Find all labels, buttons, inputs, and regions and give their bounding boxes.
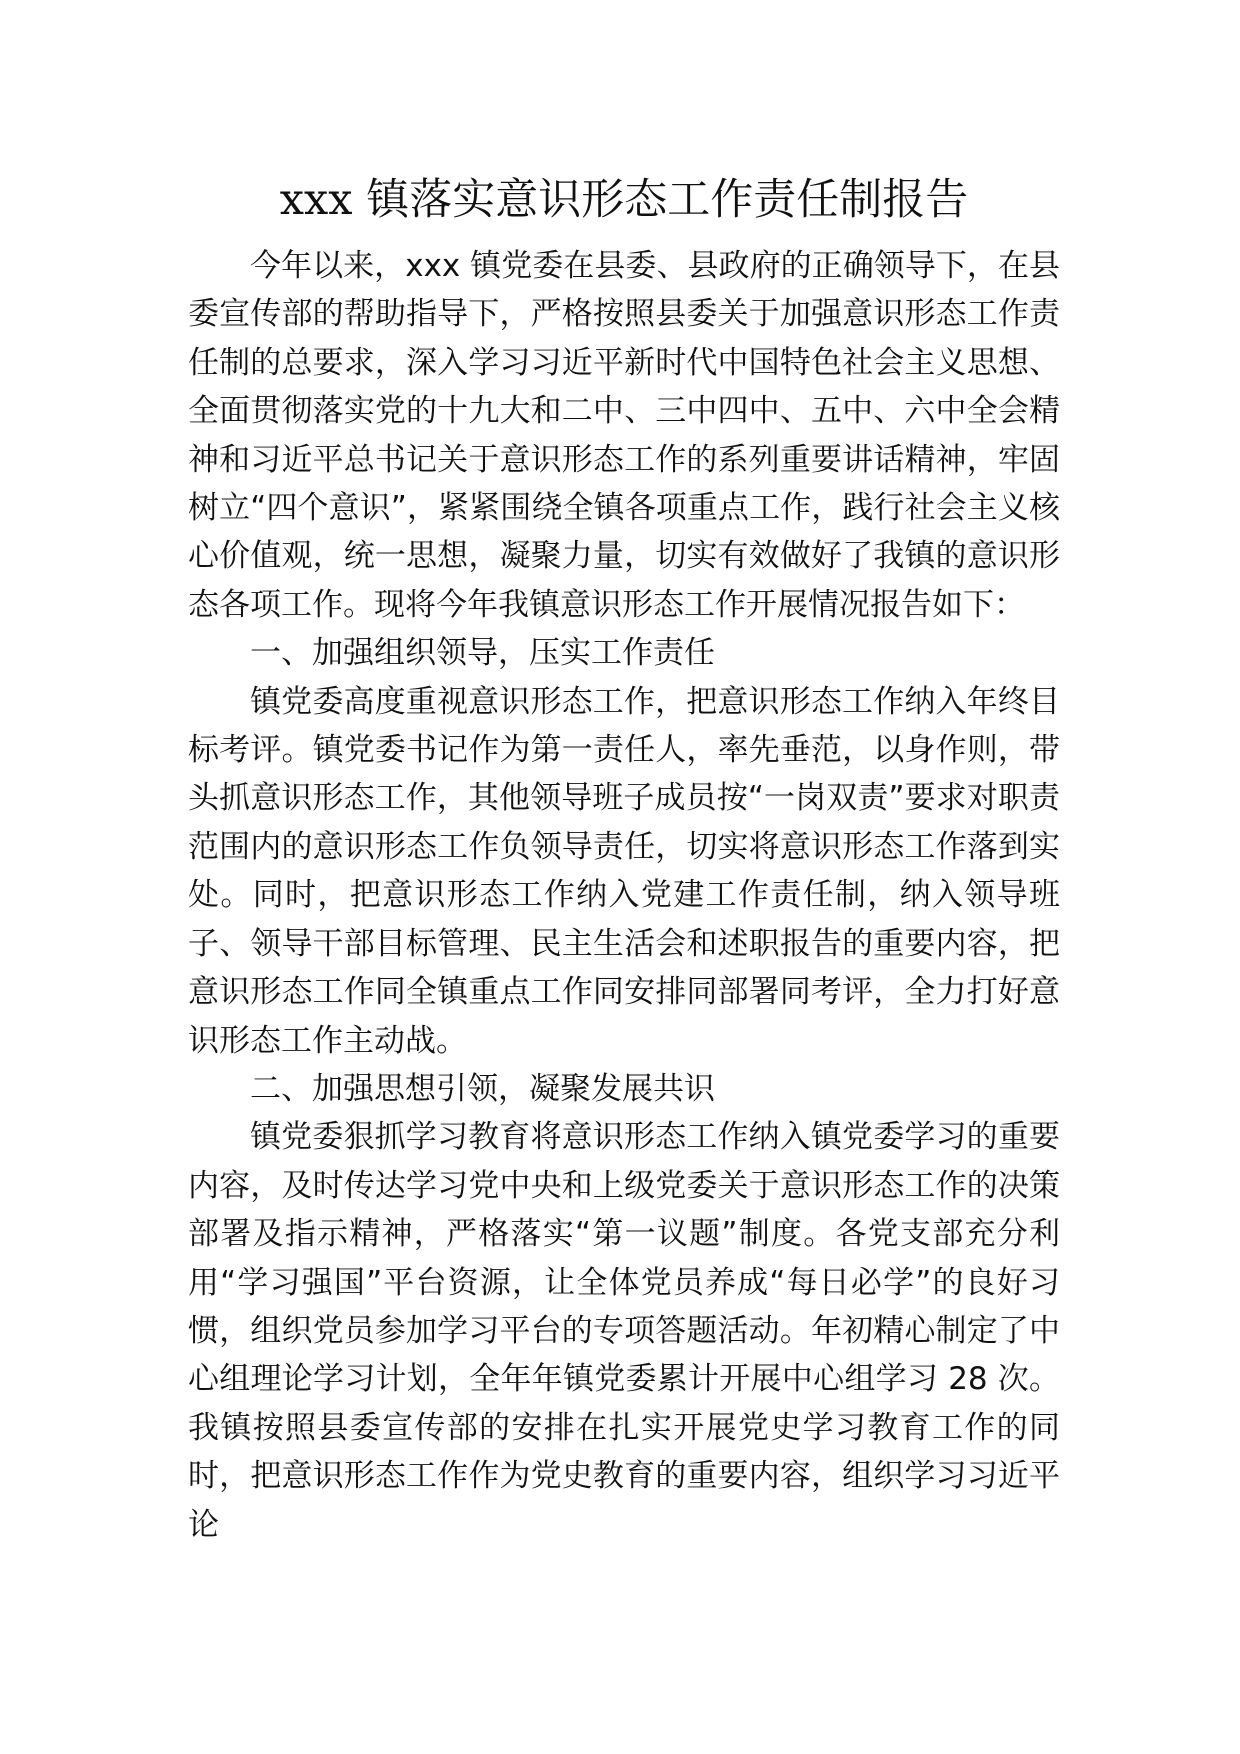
section-1-heading: 一、加强组织领导，压实工作责任 (250, 635, 715, 672)
section-1-body: 镇党委高度重视意识形态工作，把意识形态工作纳入年终目标考评。镇党委书记作为第一责任人，率先垂范，以身作则，带头抓意识形态工作，其他领导班子成员按“一岗双责”要求对职责范围内的意识形态工作负领导责任，切实将意识形态工作落到实处。同时，把意识形态工作纳入党建工作责任制，纳入领导班子、领导干部目标管理、民主生活会和述职报告的重要内容，把意识形态工作同全镇重点工作同安排同部署同考评，全力打好意识形态工作主动战。 (188, 683, 1060, 1059)
intro-paragraph: 今年以来，xxx 镇党委在县委、县政府的正确领导下，在县委宣传部的帮助指导下，严格按照县委关于加强意识形态工作责任制的总要求，深入学习习近平新时代中国特色社会主义思想、全面贯彻落实党的十九大和二中、三中四中、五中、六中全会精神和习近平总书记关于意识形态工作的系列重要讲话精神，牢固树立“四个意识”，紧紧围绕全镇各项重点工作，践行社会主义核心价值观，统一思想，凝聚力量，切实有效做好了我镇的意识形态各项工作。现将今年我镇意识形态工作开展情况报告如下： (188, 248, 1060, 623)
section-2-body: 镇党委狠抓学习教育将意识形态工作纳入镇党委学习的重要内容，及时传达学习党中央和上级党委关于意识形态工作的决策部署及指示精神，严格落实“第一议题”制度。各党支部充分利用“学习强国”平台资源，让全体党员养成“每日必学”的良好习惯，组织党员参加学习平台的专项答题活动。年初精心制定了中心组理论学习计划，全年年镇党委累计开展中心组学习 28 次。我镇按照县委宣传部的安排在扎实开展党史学习教育工作的同时，把意识形态工作作为党史教育的重要内容，组织学习习近平论 (188, 1119, 1060, 1543)
document-title: xxx 镇落实意识形态工作责任制报告 (279, 175, 969, 225)
document-page (188, 172, 1060, 1549)
section-2-heading: 二、加强思想引领，凝聚发展共识 (250, 1070, 715, 1107)
